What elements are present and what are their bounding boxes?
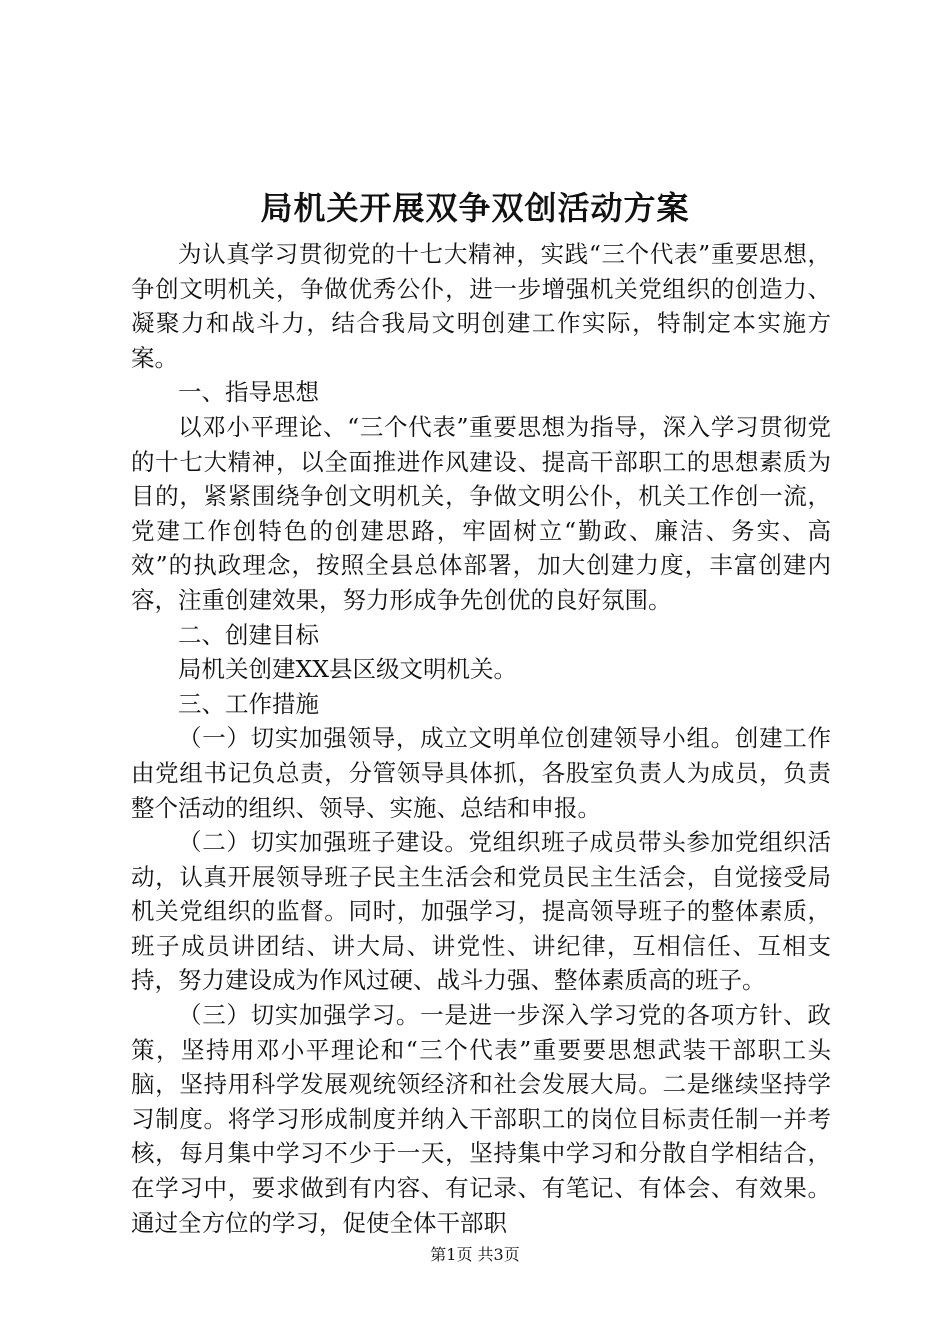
section-heading-measures: 三、工作措施 <box>178 689 319 718</box>
intro-paragraph: 为认真学习贯彻党的十七大精神，实践“三个代表”重要思想，争创文明机关，争做优秀公仆，进一步增强机关党组织的创造力、凝聚力和战斗力，结合我局文明创建工作实际，特制定本实施方案。 <box>131 240 831 372</box>
document-body <box>131 237 831 1240</box>
goals-paragraph: 局机关创建XX县区级文明机关。 <box>178 655 517 684</box>
measure-three-paragraph: （三）切实加强学习。一是进一步深入学习党的各项方针、政策，坚持用邓小平理论和“三个代表”重要要思想武装干部职工头脑，坚持用科学发展观统领经济和社会发展大局。二是继续坚持学习制度。将学习形成制度并纳入干部职工的岗位目标责任制一并考核，每月集中学习不少于一天，坚持集中学习和分散自学相结合，在学习中，要求做到有内容、有记录、有笔记、有体会、有效果。通过全方位的学习，促使全体干部职 <box>131 1001 831 1237</box>
section-heading-goals: 二、创建目标 <box>178 620 319 649</box>
guiding-ideology-paragraph: 以邓小平理论、“三个代表”重要思想为指导，深入学习贯彻党的十七大精神，以全面推进作风建设、提高干部职工的思想素质为目的，紧紧围绕争创文明机关，争做文明公仆，机关工作创一流，党建工作创特色的创建思路，牢固树立“勤政、廉洁、务实、高效”的执政理念，按照全县总体部署，加大创建力度，丰富创建内容，注重创建效果，努力形成争先创优的良好氛围。 <box>131 412 831 614</box>
measure-two-paragraph: （二）切实加强班子建设。党组织班子成员带头参加党组织活动，认真开展领导班子民主生活会和党员民主生活会，自觉接受局机关党组织的监督。同时，加强学习，提高领导班子的整体素质，班子成员讲团结、讲大局、讲党性、讲纪律，互相信任、互相支持，努力建设成为作风过硬、战斗力强、整体素质高的班子。 <box>131 828 831 995</box>
measure-one-paragraph: （一）切实加强领导，成立文明单位创建领导小组。创建工作由党组书记负总责，分管领导具体抓，各股室负责人为成员，负责整个活动的组织、领导、实施、总结和申报。 <box>131 724 831 822</box>
document-title: 局机关开展双争双创活动方案 <box>260 189 690 227</box>
section-heading-guiding-ideology: 一、指导思想 <box>178 378 319 407</box>
page-number-footer: 第1页 共3页 <box>430 1245 520 1264</box>
